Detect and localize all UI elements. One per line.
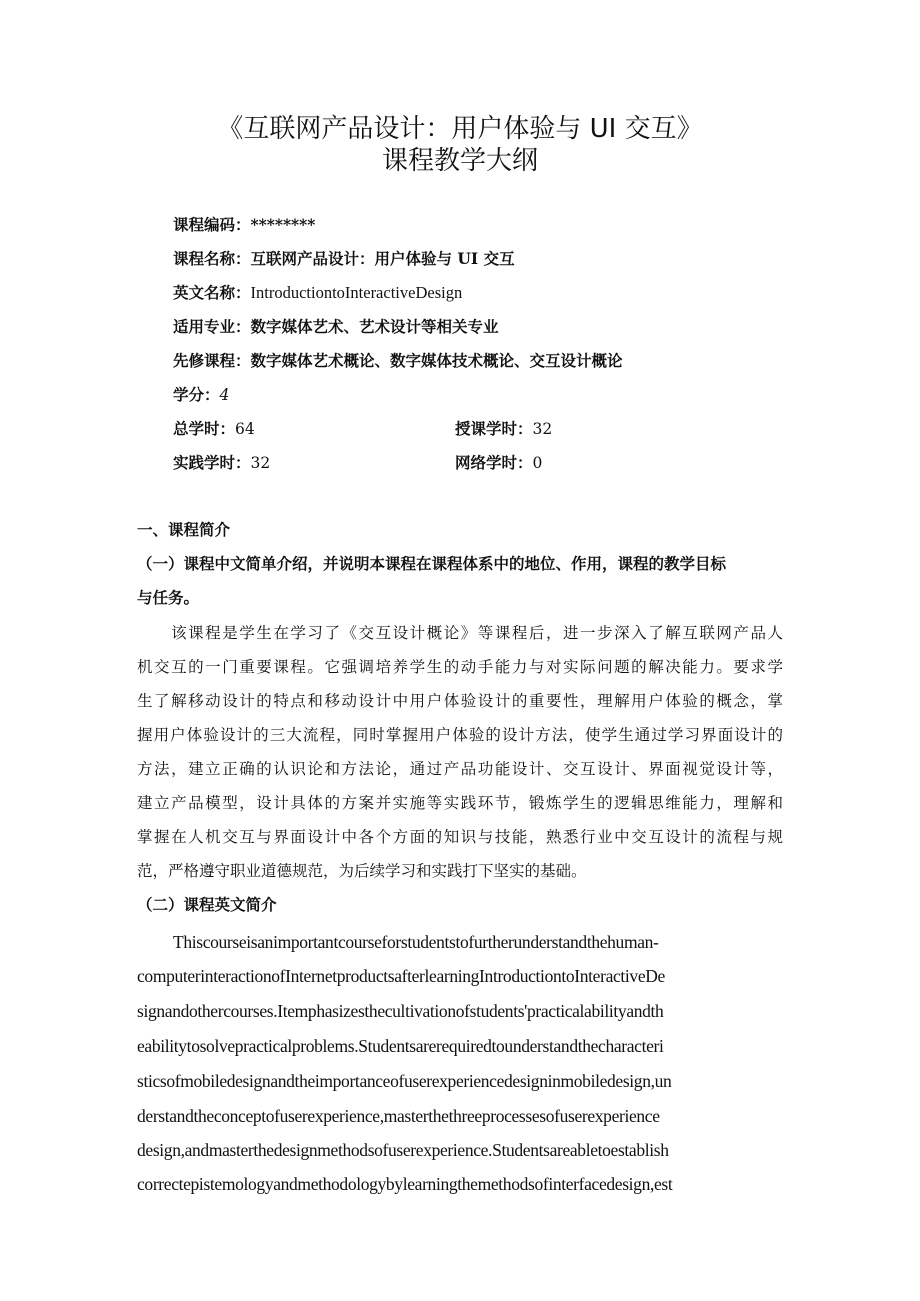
course-code-value: ******** <box>250 215 316 234</box>
en-paragraph-line: computerinteractionofInternetproductsafterlearningIntroductiontoInteractiveDe <box>137 966 665 986</box>
major-value: 数字媒体艺术、艺术设计等相关专业 <box>250 317 499 336</box>
course-name-label: 课程名称： <box>173 249 251 268</box>
prereq-row <box>173 349 623 373</box>
english-name-row <box>173 281 462 305</box>
practice-hours-value: 32 <box>250 454 271 472</box>
prereq-label: 先修课程： <box>173 351 251 370</box>
online-hours-row <box>455 451 542 475</box>
en-paragraph-line: Thiscourseisanimportantcourseforstudentstofurtherunderstandthehuman- <box>173 932 659 952</box>
cn-paragraph-line: 握用户体验设计的三大流程，同时掌握用户体验的设计方法，使学生通过学习界面设计的 <box>137 726 783 744</box>
credit-label: 学分： <box>173 385 220 404</box>
cn-paragraph-line: 建立产品模型，设计具体的方案并实施等实践环节，锻炼学生的逻辑思维能力，理解和 <box>137 794 783 812</box>
cn-paragraph-line: 生了解移动设计的特点和移动设计中用户体验设计的重要性，理解用户体验的概念，掌 <box>137 692 783 710</box>
cn-paragraph-line: 机交互的一门重要课程。它强调培养学生的动手能力与对实际问题的解决能力。要求学 <box>137 658 783 676</box>
total-hours-row <box>173 417 255 441</box>
en-paragraph-line: sticsofmobiledesignandtheimportanceofuserexperiencedesigninmobiledesign,un <box>137 1071 672 1091</box>
subheading-en: （二）课程英文简介 <box>137 895 277 914</box>
lecture-hours-label: 授课学时： <box>455 419 533 438</box>
course-code-row <box>173 213 315 237</box>
cn-paragraph-line: 范，严格遵守职业道德规范，为后续学习和实践打下坚实的基础。 <box>137 862 587 880</box>
lecture-hours-row <box>455 417 552 441</box>
en-paragraph-line: signandothercourses.Itemphasizesthecultivationofstudents'practicalabilityandth <box>137 1001 664 1021</box>
en-paragraph-line: correctepistemologyandmethodologybylearningthemethodsofinterfacedesign,est <box>137 1174 673 1194</box>
subheading-cn-line1: （一）课程中文简单介绍，并说明本课程在课程体系中的地位、作用，课程的教学目标 <box>137 554 727 573</box>
total-hours-label: 总学时： <box>173 419 236 438</box>
doc-title-line2: 课程教学大纲 <box>381 146 538 176</box>
online-hours-value: 0 <box>532 454 543 472</box>
prereq-value: 数字媒体艺术概论、数字媒体技术概论、交互设计概论 <box>250 351 623 370</box>
doc-title-line1: 《互联网产品设计：用户体验与 UI 交互》 <box>217 114 703 144</box>
credit-row <box>173 383 229 407</box>
credit-value: 4 <box>219 386 230 404</box>
en-paragraph-line: design,andmasterthedesignmethodsofuserexperience.Studentsareabletoestablish <box>137 1140 669 1160</box>
en-paragraph-line: derstandtheconceptofuserexperience,masterthethreeprocessesofuserexperience <box>137 1106 660 1126</box>
english-name-value: IntroductiontoInteractiveDesign <box>250 283 463 302</box>
course-name-value: 互联网产品设计：用户体验与 UI 交互 <box>250 249 515 268</box>
cn-paragraph-line: 掌握在人机交互与界面设计中各个方面的知识与技能，熟悉行业中交互设计的流程与规 <box>137 828 783 846</box>
cn-paragraph-line: 该课程是学生在学习了《交互设计概论》等课程后，进一步深入了解互联网产品人 <box>137 624 783 642</box>
online-hours-label: 网络学时： <box>455 453 533 472</box>
total-hours-value: 64 <box>235 420 255 438</box>
major-label: 适用专业： <box>173 317 251 336</box>
practice-hours-row <box>173 451 270 475</box>
en-paragraph-line: eabilitytosolvepracticalproblems.Studentsarerequiredtounderstandthecharacteri <box>137 1036 664 1056</box>
section-heading-intro: 一、课程简介 <box>137 520 231 539</box>
course-name-row <box>173 247 515 271</box>
lecture-hours-value: 32 <box>532 420 553 438</box>
practice-hours-label: 实践学时： <box>173 453 251 472</box>
major-row <box>173 315 499 339</box>
cn-paragraph-line: 方法，建立正确的认识论和方法论，通过产品功能设计、交互设计、界面视觉设计等， <box>137 760 783 778</box>
course-code-label: 课程编码： <box>173 215 251 234</box>
subheading-cn-line2: 与任务。 <box>137 588 200 607</box>
english-name-label: 英文名称： <box>173 283 251 302</box>
